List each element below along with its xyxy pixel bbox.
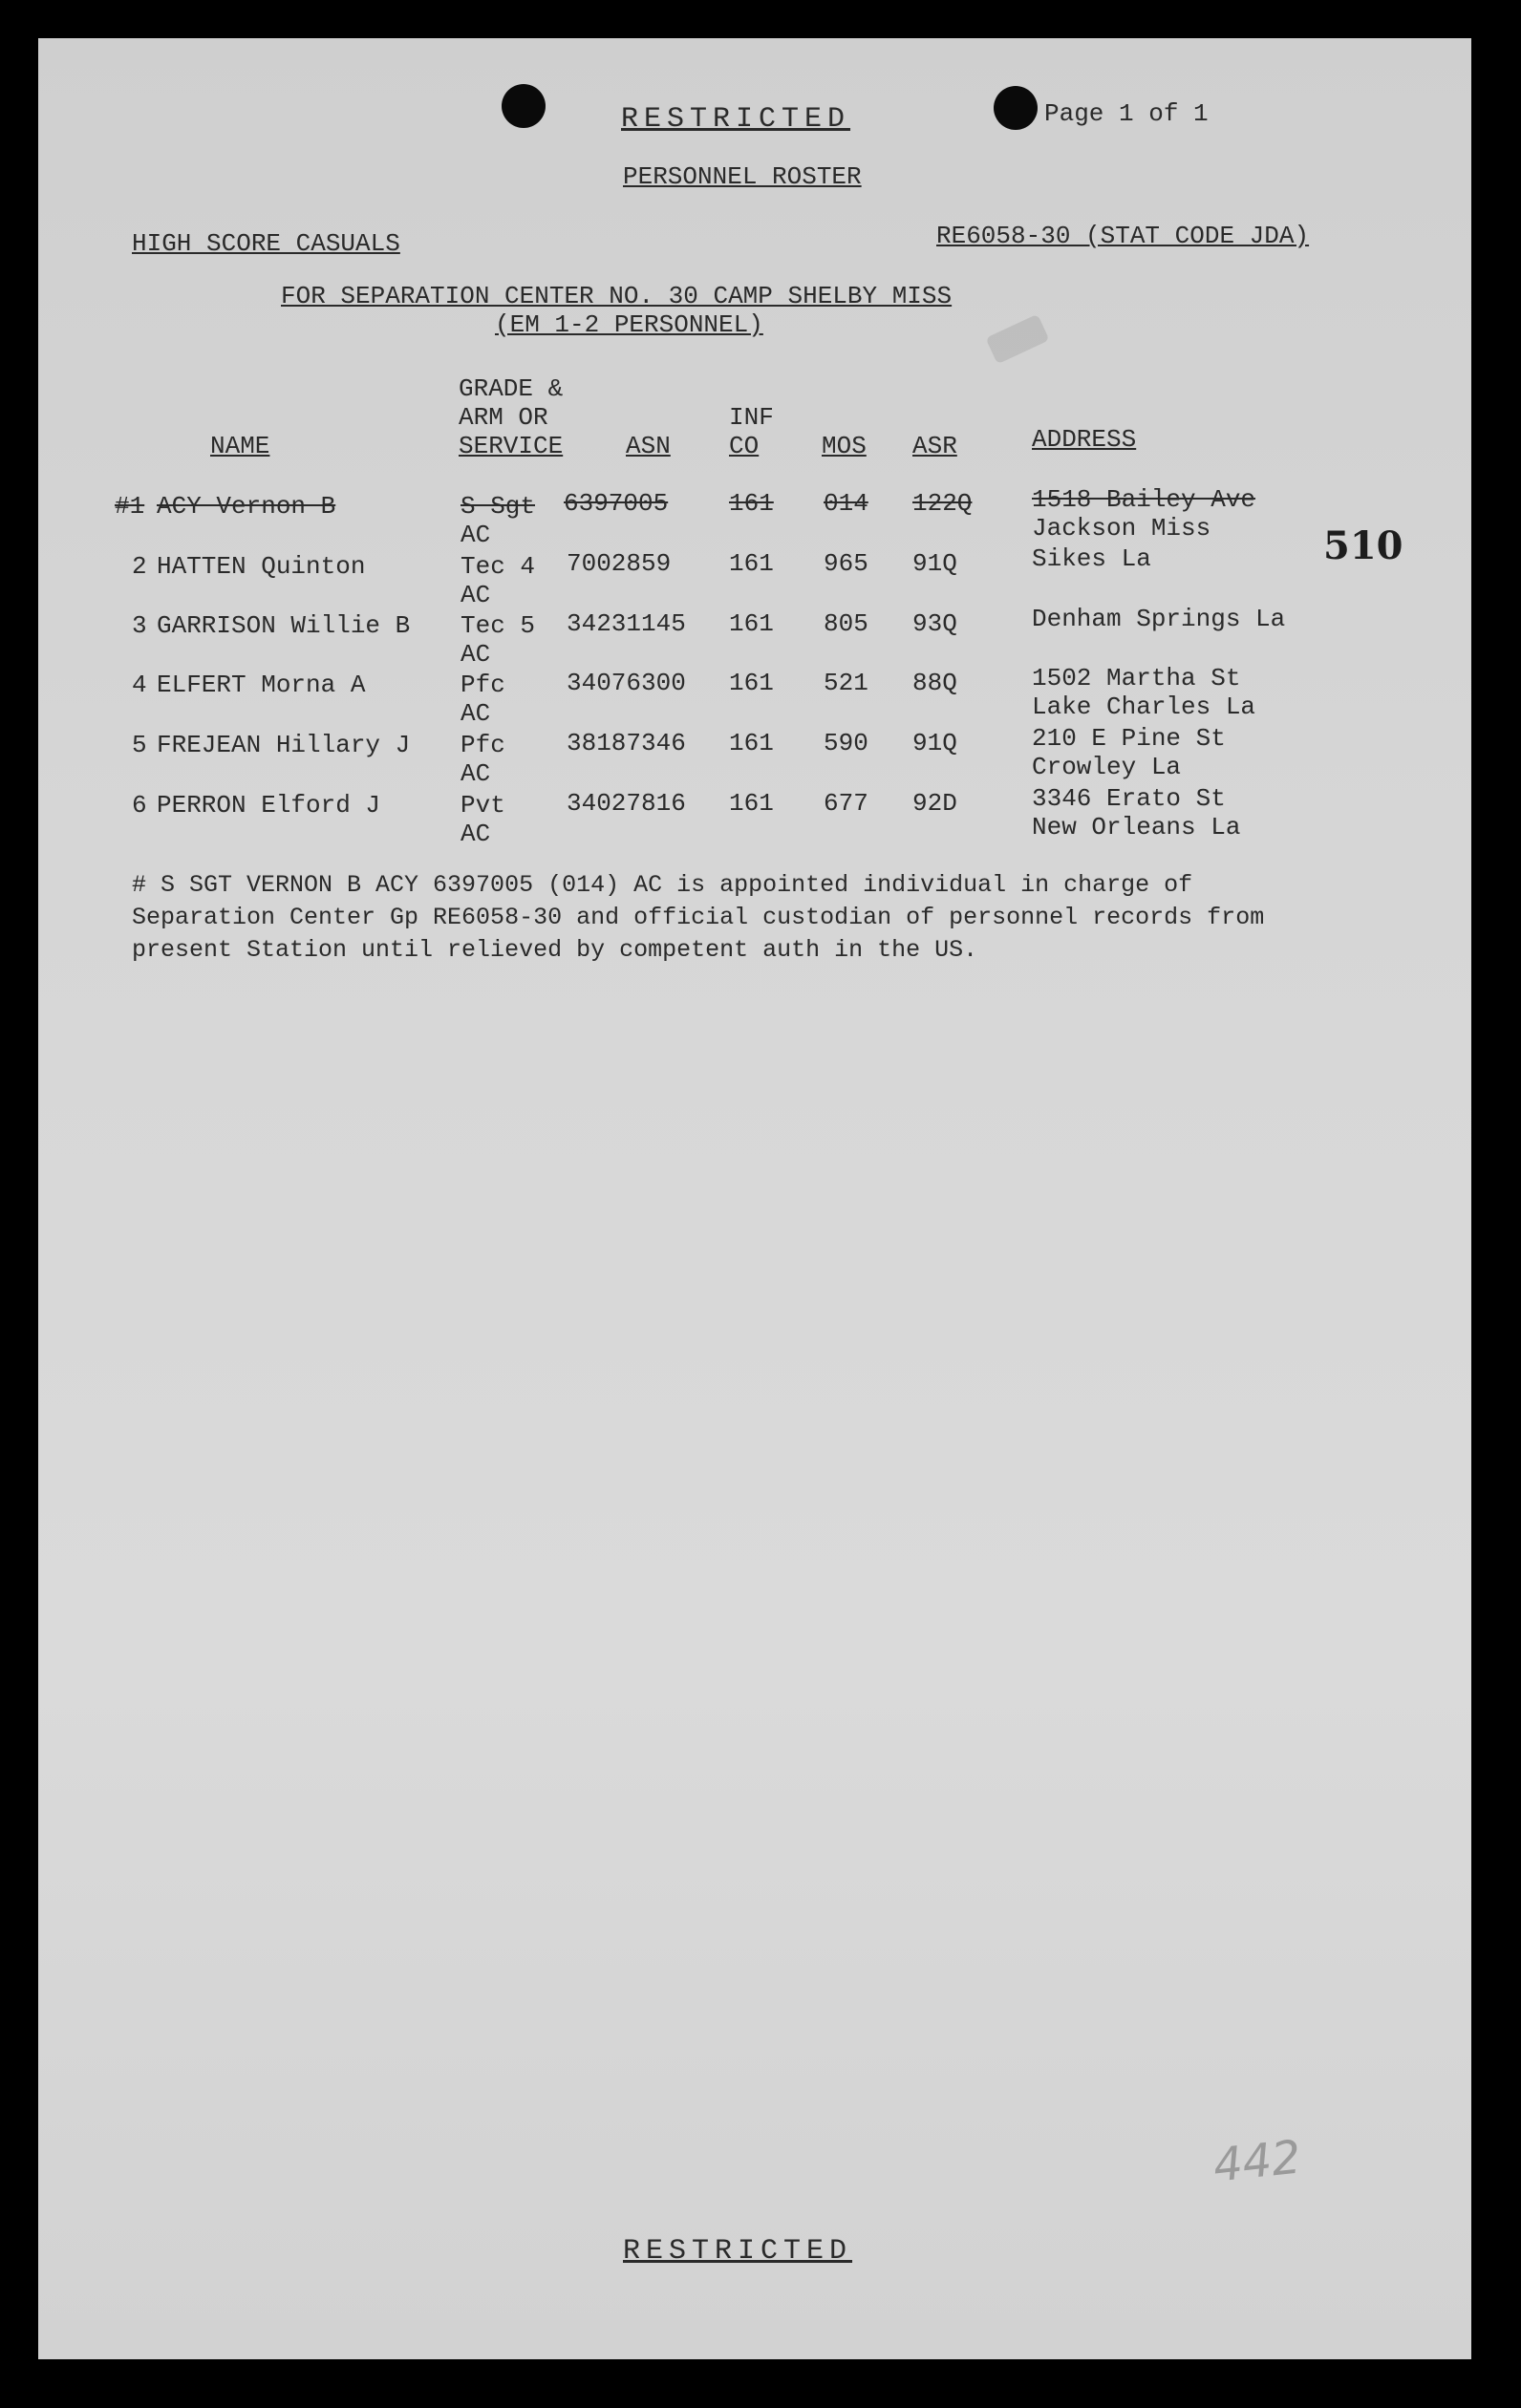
sheet-number: 510 — [1323, 523, 1403, 568]
page-label: Page 1 of 1 — [1044, 99, 1209, 128]
row-5-grade: Pfc — [461, 731, 505, 759]
row-2-co: 161 — [729, 549, 774, 578]
document-title: PERSONNEL ROSTER — [623, 162, 862, 191]
row-3-name: GARRISON Willie B — [157, 611, 411, 640]
punch-hole-left — [502, 84, 546, 128]
row-3-asn: 34231145 — [567, 609, 686, 638]
row-2-grade: Tec 4 — [461, 552, 536, 581]
separation-center-line: FOR SEPARATION CENTER NO. 30 CAMP SHELBY MISS — [281, 282, 953, 310]
row-4-name: ELFERT Morna A — [157, 671, 366, 699]
row-5-co: 161 — [729, 729, 774, 757]
row-2-asr: 91Q — [912, 549, 957, 578]
row-5-addr1: 210 E Pine St — [1032, 724, 1226, 753]
row-4-addr1: 1502 Martha St — [1032, 664, 1241, 693]
row-2-arm: AC — [461, 581, 491, 609]
row-3-grade: Tec 5 — [461, 611, 536, 640]
row-3-asr: 93Q — [912, 609, 957, 638]
col-header-address: ADDRESS — [1032, 425, 1137, 454]
document-page — [38, 38, 1471, 2359]
row-1-asn: 6397005 — [564, 489, 669, 518]
row-1-num: #1 — [115, 492, 145, 521]
row-2-num: 2 — [132, 552, 147, 581]
row-6-grade: Pvt — [461, 791, 505, 820]
row-5-arm: AC — [461, 759, 491, 788]
row-3-addr1: Denham Springs La — [1032, 605, 1286, 633]
note-line-1: # S SGT VERNON B ACY 6397005 (014) AC is appointed individual in charge of — [132, 871, 1193, 899]
row-2-name: HATTEN Quinton — [157, 552, 366, 581]
row-1-addr2: Jackson Miss — [1032, 514, 1211, 543]
row-3-num: 3 — [132, 611, 147, 640]
group-left-label: HIGH SCORE CASUALS — [132, 229, 400, 258]
row-6-num: 6 — [132, 791, 147, 820]
row-1-name: ACY Vernon B — [157, 492, 336, 521]
row-4-arm: AC — [461, 699, 491, 728]
row-4-asr: 88Q — [912, 669, 957, 697]
row-1-addr1: 1518 Bailey Ave — [1032, 485, 1256, 514]
row-4-num: 4 — [132, 671, 147, 699]
col-header-grade-top1: GRADE & — [459, 374, 564, 403]
col-header-name: NAME — [210, 432, 270, 460]
row-3-mos: 805 — [824, 609, 868, 638]
group-right-label: RE6058-30 (STAT CODE JDA) — [936, 222, 1310, 250]
smudge-mark — [985, 314, 1049, 365]
row-1-grade: S Sgt — [461, 492, 536, 521]
row-4-addr2: Lake Charles La — [1032, 693, 1256, 721]
col-header-co: CO — [729, 432, 760, 460]
handwritten-page-number: 442 — [1210, 2130, 1304, 2193]
row-1-arm: AC — [461, 521, 491, 549]
col-header-mos: MOS — [822, 432, 867, 460]
row-6-asr: 92D — [912, 789, 957, 818]
row-4-mos: 521 — [824, 669, 868, 697]
classification-top: RESTRICTED — [621, 103, 851, 136]
note-line-2: Separation Center Gp RE6058-30 and official custodian of personnel records from — [132, 904, 1265, 931]
row-6-co: 161 — [729, 789, 774, 818]
row-5-asr: 91Q — [912, 729, 957, 757]
row-5-asn: 38187346 — [567, 729, 686, 757]
row-6-mos: 677 — [824, 789, 868, 818]
row-2-mos: 965 — [824, 549, 868, 578]
row-6-name: PERRON Elford J — [157, 791, 381, 820]
row-6-asn: 34027816 — [567, 789, 686, 818]
classification-bottom: RESTRICTED — [623, 2235, 853, 2268]
row-3-arm: AC — [461, 640, 491, 669]
row-6-arm: AC — [461, 820, 491, 848]
row-2-addr1: Sikes La — [1032, 544, 1151, 573]
personnel-subline: (EM 1-2 PERSONNEL) — [495, 310, 763, 339]
col-header-asr: ASR — [912, 432, 957, 460]
row-2-asn: 7002859 — [567, 549, 672, 578]
row-5-mos: 590 — [824, 729, 868, 757]
row-1-co: 161 — [729, 489, 774, 518]
col-header-grade: SERVICE — [459, 432, 564, 460]
row-4-grade: Pfc — [461, 671, 505, 699]
row-5-name: FREJEAN Hillary J — [157, 731, 411, 759]
row-5-num: 5 — [132, 731, 147, 759]
col-header-grade-top2: ARM OR — [459, 403, 548, 432]
note-line-3: present Station until relieved by competent auth in the US. — [132, 936, 978, 964]
row-4-co: 161 — [729, 669, 774, 697]
row-6-addr1: 3346 Erato St — [1032, 784, 1226, 813]
col-header-inf: INF — [729, 403, 774, 432]
row-3-co: 161 — [729, 609, 774, 638]
row-4-asn: 34076300 — [567, 669, 686, 697]
row-5-addr2: Crowley La — [1032, 753, 1182, 781]
row-6-addr2: New Orleans La — [1032, 813, 1241, 842]
col-header-asn: ASN — [626, 432, 671, 460]
row-1-mos: 014 — [824, 489, 868, 518]
row-1-asr: 122Q — [912, 489, 973, 518]
punch-hole-right — [994, 86, 1038, 130]
